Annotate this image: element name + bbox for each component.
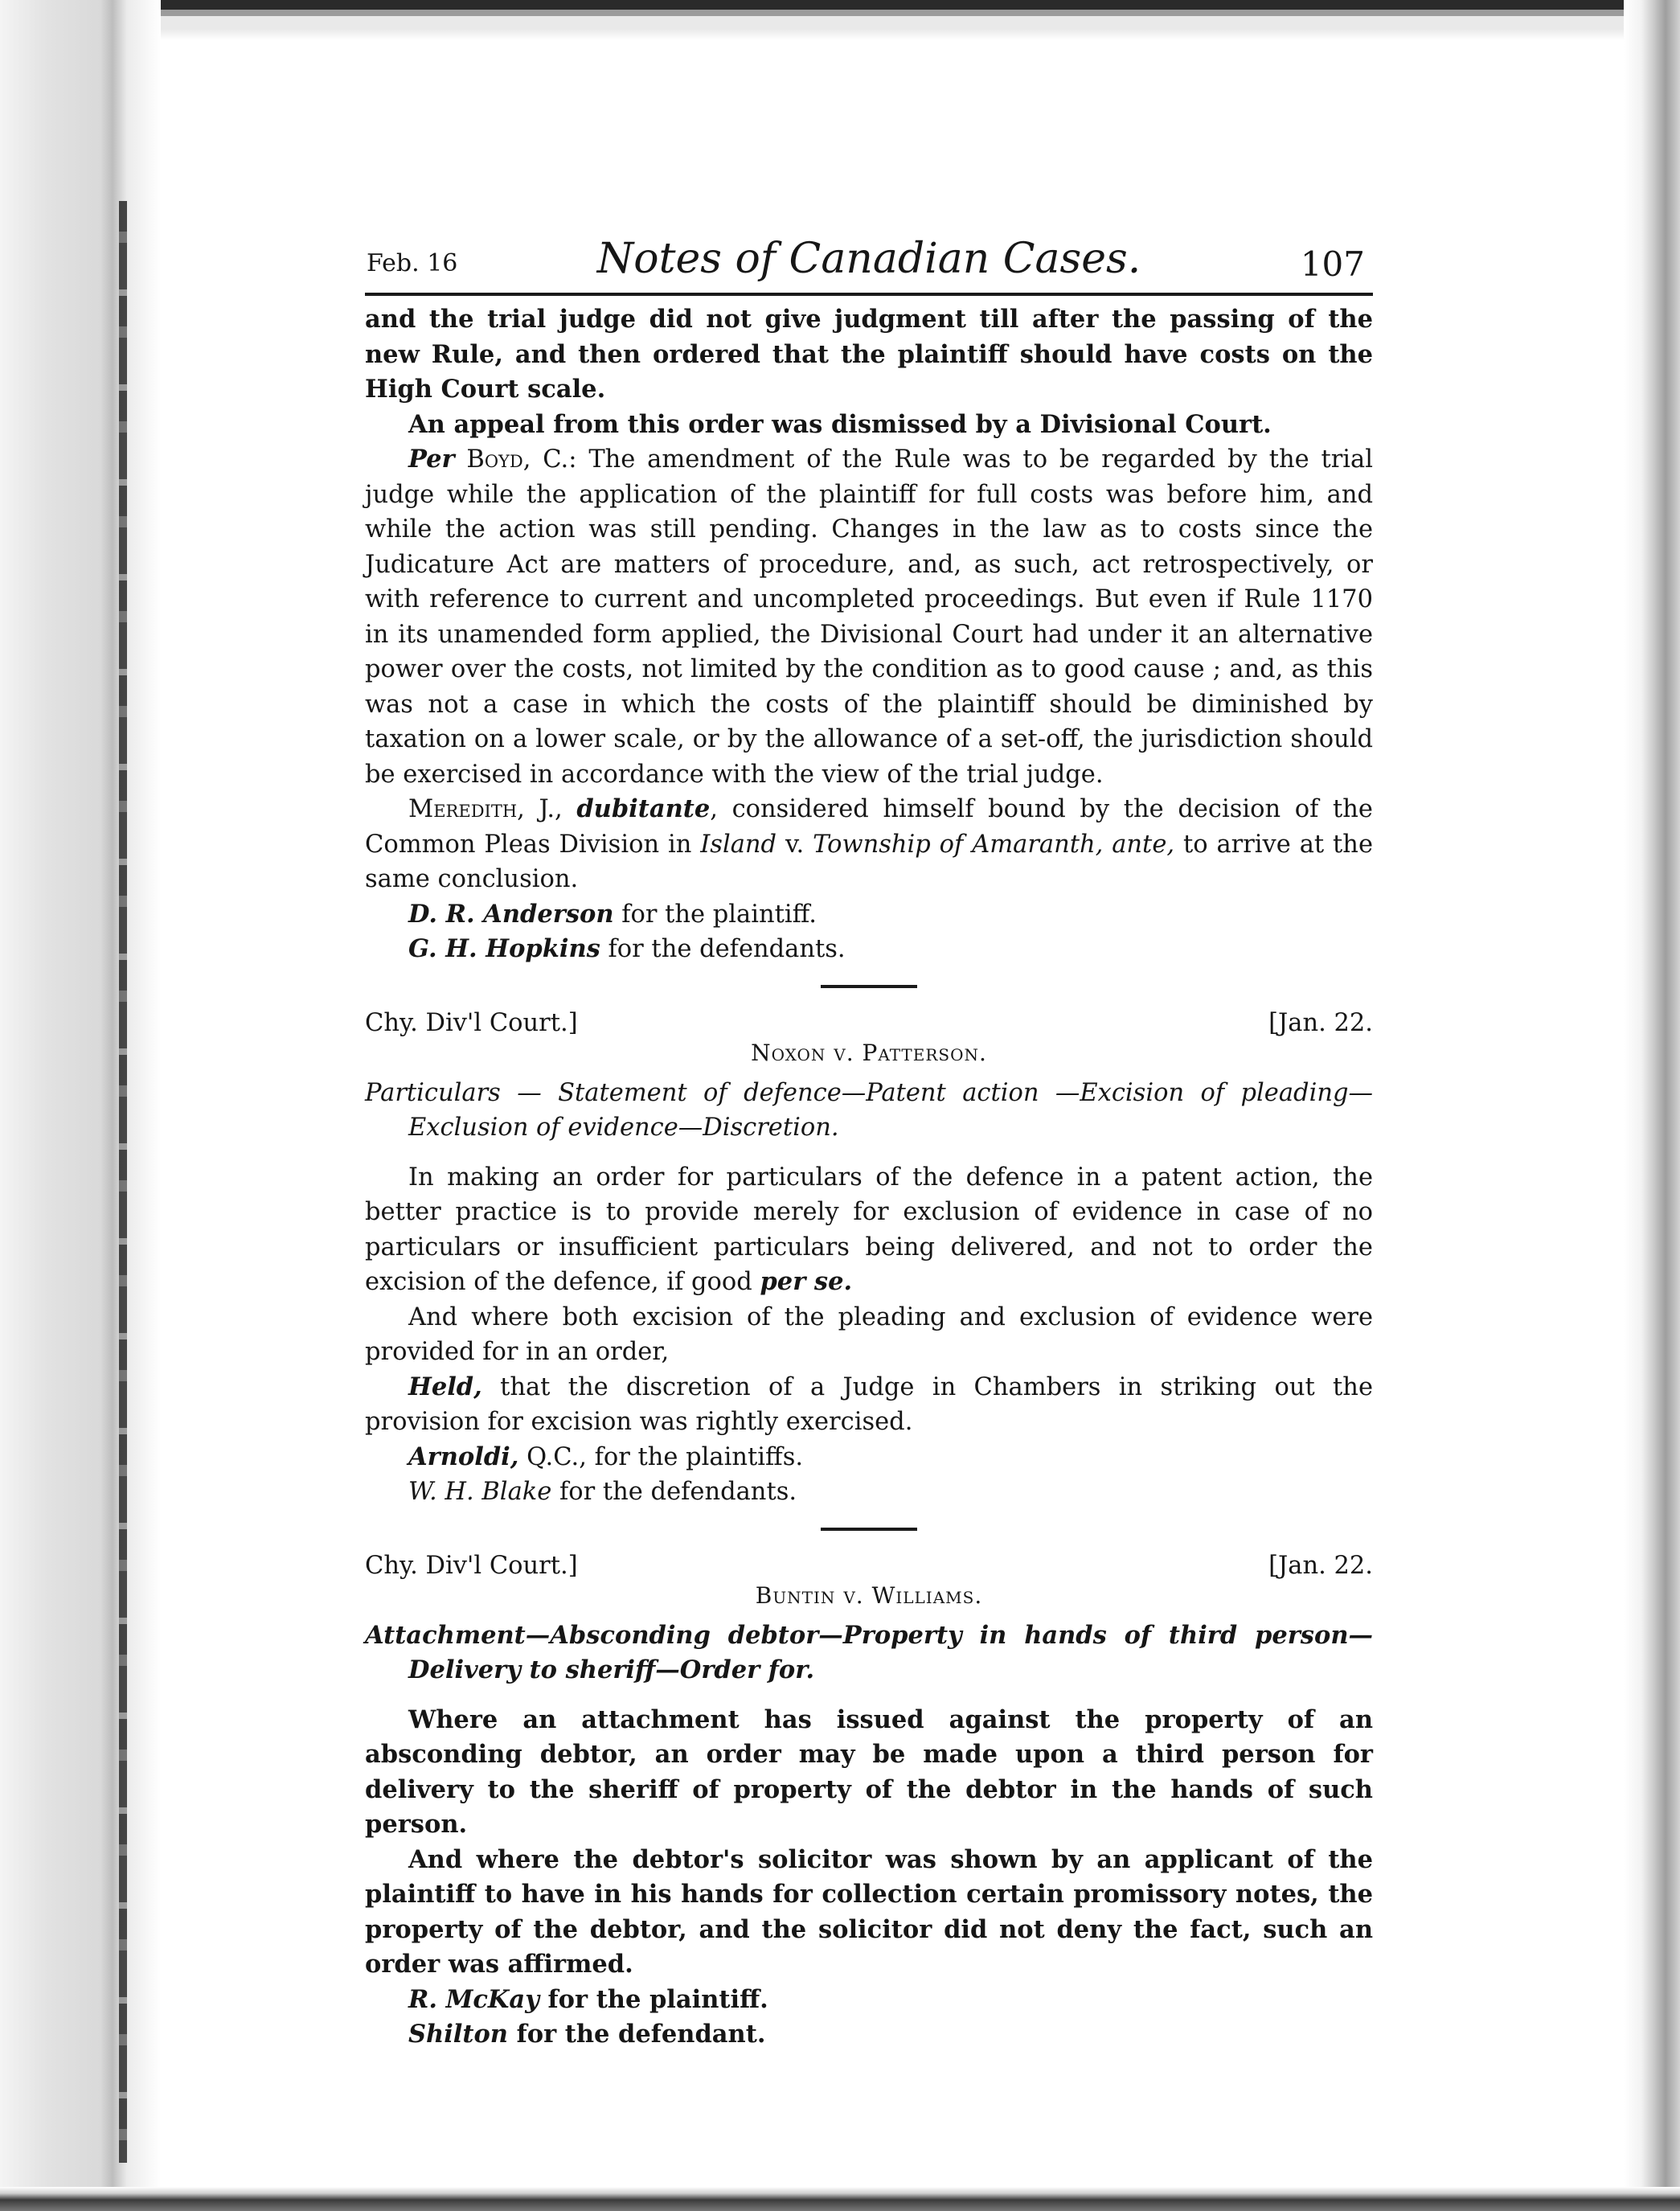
judge-name-meredith: Meredith, J.: [408, 795, 555, 823]
case3-court-line: [365, 1547, 1373, 1585]
case3-counsel-2: [365, 2017, 1373, 2053]
per-se: per se.: [760, 1267, 853, 1296]
case1-paragraph-2: An appeal from this order was dismissed by a Divisional Court.: [408, 409, 1272, 439]
section-divider: [821, 985, 917, 988]
counsel-name: Shilton: [408, 2020, 508, 2049]
case3-title: Buntin v. Williams.: [755, 1581, 983, 1609]
counsel-name: D. R. Anderson: [408, 899, 614, 929]
case1-paragraph-3-text: : The amendment of the Rule was to be regarded by the trial judge while the application of the plaintiff for full costs was before him, and while the action was still pending. Changes in the law as to costs since the Judicature Act are matters of procedure, and, as such, act retrospectively, or with reference to current and uncompleted proceedings. But even if Rule 1170 in its unamended form applied, the Divisional Court had under it an alternative power over the costs, not limited by the condition as to good cause ; and, as this was not a case in which the costs of the plaintiff should be diminished by taxation on a lower scale, or by the allowance of a set-off, the jurisdiction should be exercised in accordance with the view of the trial judge.: [365, 445, 1373, 789]
case2-paragraph-1: [365, 1160, 1373, 1300]
per-label: Per: [408, 445, 455, 474]
case2-paragraph-3-text: that the discretion of a Judge in Chambers in striking out the provision for excision was rightly exercised.: [365, 1372, 1373, 1436]
case3-court: Chy. Div'l Court.]: [365, 1551, 578, 1580]
section-divider: [821, 1528, 917, 1531]
case2-title: Noxon v. Patterson.: [751, 1039, 987, 1066]
held-label: Held,: [408, 1372, 482, 1401]
counsel-role: for the defendants.: [551, 1478, 797, 1506]
case3-counsel-1: [365, 1983, 1373, 2018]
scan-top-edge: [0, 0, 1680, 40]
case1-paragraph-3: [365, 442, 1373, 792]
case3-paragraph-1: Where an attachment has issued against the property of an absconding debtor, an order may be made upon a third person for delivery to the sheriff of property of the debtor in the hands of such person.: [365, 1704, 1373, 1839]
versus: v.: [776, 830, 813, 859]
document-page: [365, 228, 1373, 2053]
case2-date: [Jan. 22.: [1268, 1008, 1373, 1037]
case1-paragraph-4-text-b: to arrive at the same conclusion.: [365, 830, 1373, 893]
page-number: 107: [1300, 244, 1365, 284]
case1-counsel-1: [365, 897, 1373, 933]
judge-name: Boyd, C.: [466, 445, 569, 474]
header-date: Feb. 16: [367, 249, 458, 277]
case2-paragraph-1-text: In making an order for particulars of the defence in a patent action, the better practice is to provide merely for exclusion of evidence in case of no particulars or insufficient particulars being delivered, and not to order the excision of the defence, if good: [365, 1163, 1373, 1296]
counsel-name: W. H. Blake: [408, 1478, 552, 1506]
case3-paragraph-2: And where the debtor's solicitor was shown by an applicant of the plaintiff to have in his hands for collection certain promissory notes, the property of the debtor, and the solicitor did not deny the fact, such an order was affirmed.: [365, 1844, 1373, 1979]
case2-counsel-2: [365, 1475, 1373, 1510]
case2-court-line: [365, 1004, 1373, 1043]
case1-paragraph-4-text-a: considered himself bound by the decision of the Common Pleas Division in: [365, 795, 1373, 859]
case1-paragraph-4: Meredith, J., dubitante, considered himself bound by the decision of the Common Pleas Division in Island v. Township of Amaranth, ante, to arrive at the same conclusion.: [365, 794, 1373, 893]
cited-case-amaranth: Township of Amaranth, ante,: [813, 830, 1175, 859]
case3-date: [Jan. 22.: [1268, 1551, 1373, 1580]
counsel-name: G. H. Hopkins: [408, 934, 600, 963]
binding-shadow: [119, 201, 127, 2163]
case1-paragraph-1: and the trial judge did not give judgment till after the passing of the new Rule, and then ordered that the plaintiff should have costs on the High Court scale.: [365, 305, 1373, 404]
case2-court: Chy. Div'l Court.]: [365, 1008, 578, 1037]
counsel-role: for the defendant.: [507, 2020, 766, 2049]
case2-paragraph-3: [365, 1370, 1373, 1440]
counsel-role: for the plaintiff.: [539, 1984, 768, 2014]
counsel-name: Arnoldi,: [408, 1442, 519, 1471]
counsel-role: for the defendants.: [600, 935, 846, 963]
counsel-role: Q.C., for the plaintiffs.: [518, 1442, 804, 1471]
cited-case-island: Island: [700, 830, 777, 859]
case1-counsel-2: [365, 932, 1373, 967]
scan-right-edge: [1624, 0, 1680, 2211]
counsel-role: for the plaintiff.: [613, 900, 817, 929]
counsel-name: R. McKay: [408, 1984, 539, 2014]
case2-paragraph-2: And where both excision of the pleading and exclusion of evidence were provided for in an order,: [365, 1302, 1373, 1366]
scan-bottom-edge: [0, 2187, 1680, 2211]
dubitante: dubitante: [576, 794, 711, 823]
case2-headnote: Particulars — Statement of defence—Patent action —Excision of pleading—Exclusion of evidence—Discretion.: [365, 1078, 1373, 1142]
running-head: [365, 228, 1373, 296]
case2-counsel-1: [365, 1440, 1373, 1475]
case3-headnote: Attachment—Absconding debtor—Property in hands of third person—Delivery to sheriff—Order for.: [365, 1620, 1373, 1684]
scan-left-edge: [0, 0, 161, 2211]
header-title: Notes of Canadian Cases.: [596, 235, 1141, 283]
